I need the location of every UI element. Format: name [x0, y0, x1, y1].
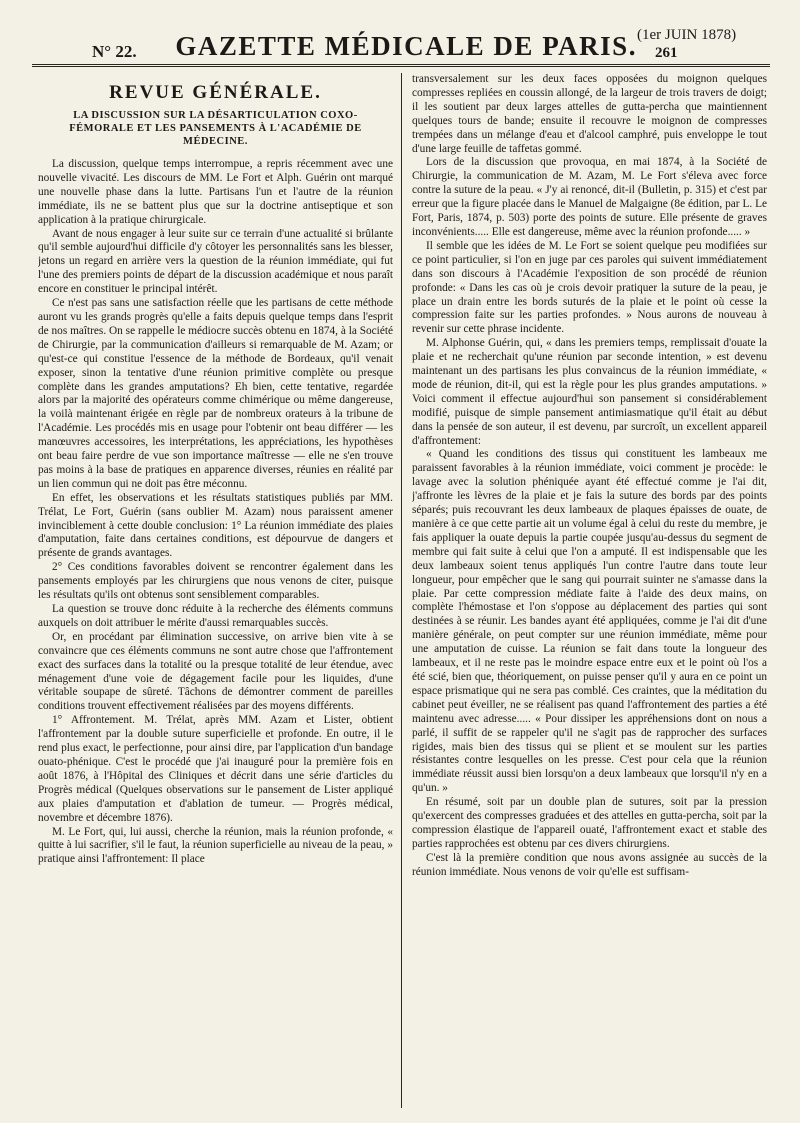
section-subtitle: LA DISCUSSION SUR LA DÉSARTICULATION COXO-FÉMORALE ET LES PANSEMENTS À L'ACADÉMIE DE MÉDECINE.: [69, 110, 362, 147]
paragraph: M. Alphonse Guérin, qui, « dans les premiers temps, remplissait d'ouate la plaie et ne recherchait qu'une réunion par seconde intention, » est devenu maintenant un des partisans les plus convaincus de la réunion immédiate, « mode de réunion, dit-il, qui est la règle pour les plus grandes amputations. » Voici comment il effectue aujourd'hui son pansement si considérablement modifié, puisque de simple pansement antimiasmatique qu'il était au début dans la pensée de son auteur, il est devenu, par surcroît, un excellent appareil d'affrontement:: [412, 337, 767, 447]
right-column: [412, 73, 767, 1108]
column-divider: [401, 73, 402, 1108]
paragraph: transversalement sur les deux faces opposées du moignon quelques compresses repliées en coussin allongé, de la largeur de trois travers de doigt; il les soutient par deux larges attelles de gutta-percha que maintiennent quelques tours de bande; ensuite il recouvre le moignon de compresses trempées dans un mélange d'eau et d'alcool camphré, puis enveloppe le tout d'une large feuille de taffetas gommé.: [412, 73, 767, 155]
paragraph: Or, en procédant par élimination successive, on arrive bien vite à se convaincre que ces éléments communs ne sont autre chose que l'affrontement exact des surfaces dans la totalité ou la presque totalité de leur étendue, avec ménagement d'une voie de dégagement facile pour les liquides, d'une véritable soupape de sûreté. Tâchons de démontrer comment de pareilles conditions trouvent effectivement réalisées par des moyens différents.: [38, 630, 393, 713]
paragraph: M. Le Fort, qui, lui aussi, cherche la réunion, mais la réunion profonde, « quitte à lui sacrifier, s'il le faut, la réunion superficielle au niveau de la peau, » pratique ainsi l'affrontement: Il place: [38, 825, 393, 866]
issue-number: N° 22.: [92, 42, 137, 61]
page-header: [32, 22, 770, 67]
paragraph: « Quand les conditions des tissus qui constituent les lambeaux me paraissent favorables à la réunion immédiate, voici comment je procède: le lavage avec la solution phéniquée ayant été effectué comme je l'ai dit, j'affronte les lèvres de la plaie et je fais la suture des bords par des points séparés; puis recouvrant les deux lambeaux de plaques épaisses de ouate, de manière à ce que cette partie ait un volume égal à celui du reste du membre, je fais appliquer la ouate depuis la partie coupée jusqu'au-dessus du segment de membre qui fait suite à celui que l'on a amputé. Il est indispensable que les deux lambeaux soient tenus appliqués l'un contre l'autre dans toute leur longueur, pour empêcher que le sang qui pourrait suinter ne s'amasse dans la plaie. Par cette compression médiate faite à l'aide des deux mains, on complète l'hémostase et l'on s'oppose au déplacement des parties qui sont destinées à se réunir. Les bandes ayant été appliquées, comme je l'ai dit d'une manière générale, on peut compter sur une réunion immédiate, même pour une amputation de cuisse. La réunion se fait dans toute la longueur des lambeaux, et il ne reste pas le moindre espace entre eux et le point où l'os a été scié, bien que, théoriquement, on puisse penser qu'il y aura en ce point un espace prismatique qui ne sera pas comblé. Ces craintes, que la méditation du cabinet peut éveiller, ne se réalisent pas quand l'affrontement des parties a été maintenu avec adresse..... « Pour dissiper les appréhensions dont on nous a parlé, il suffit de se rappeler qu'il ne s'agit pas de rapprocher des surfaces rigides, mais bien des tissus qui se plient et se moulent sur les parties résistantes contre lesquelles on les presse. C'est pour cela que la réunion immédiate réussit aussi bien lorsqu'on a deux lambeaux que lorsqu'il n'y en a qu'un. »: [412, 448, 767, 795]
paragraph: C'est là la première condition que nous avons assignée au succès de la réunion immédiate. Nous venons de voir qu'elle est suffisam-: [412, 851, 767, 878]
paragraph: La question se trouve donc réduite à la recherche des éléments communs auxquels on doit attribuer le mérite d'aussi remarquables succès.: [38, 603, 393, 629]
paragraph: En effet, les observations et les résultats statistiques publiés par MM. Trélat, Le Fort, Guérin (sans oublier M. Azam) nous paraissent amener invinciblement à cette double conclusion: 1° La réunion immédiate des plaies d'amputation, faite dans certaines conditions, est dépourvue de dangers et présente de grands avantages.: [38, 491, 393, 560]
paragraph: Il semble que les idées de M. Le Fort se soient quelque peu modifiées sur ce point particulier, si l'on en juge par ces paroles qui suivent immédiatement dans son discours à l'Académie l'exposition de son procédé de réunion profonde: « Dans les cas où je crois devoir pratiquer la suture de la peau, je place un drain entre les bords suturés de la plaie et le point où cesse la compression faite sur les parties profondes. » Nous aurons de nouveau à revenir sur cette phrase incidente.: [412, 239, 767, 336]
paragraph: Avant de nous engager à leur suite sur ce terrain d'une actualité si brûlante qu'il semble aujourd'hui difficile d'y côtoyer les personnalités sans les blesser, jetons un regard en arrière vers la question de la réunion immédiate, qui fut l'une des premiers points de départ de la discussion académique et nous paraît encore en constituer le principal intérêt.: [38, 227, 393, 296]
section-title: REVUE GÉNÉRALE.: [109, 82, 322, 103]
left-column: [38, 73, 393, 1108]
paragraph: 2° Ces conditions favorables doivent se rencontrer également dans les pansements employés par les chirurgiens que nous venons de citer, puisque les résultats qu'ils ont obtenus sont sensiblement comparables.: [38, 561, 393, 602]
article-columns: [32, 73, 770, 1108]
page-number: 261: [654, 45, 678, 61]
paragraph: Ce n'est pas sans une satisfaction réelle que les partisans de cette méthode auront vu les grands progrès qu'elle a faits depuis quelque temps dans l'esprit de nos maîtres. On se rappelle le médiocre succès obtenu en 1874, à la Société de Chirurgie, par la communication d'ailleurs si remarquable de M. Azam; or qu'est-ce qui constitue l'essence de la méthode de Bordeaux, qu'il venait exposer, sinon la tentative d'une réunion primitive complète ou presque complète dans les grandes amputations? Eh bien, cette tentative, regardée alors par la majorité des opérateurs comme chimérique ou même dangereuse, la voilà maintenant érigée en règle par de nombreux orateurs à la tribune de l'Académie. Les procédés mis en usage pour l'obtenir ont beau différer — les manœuvres accessoires, les interprétations, les appréciations, les hypothèses ont beau faire perdre de vue son importance maîtresse — elle ne s'en trouve pas moins à la base de pratiques en apparence diverses, réunies en réalité par un lien commun qui ne doit pas être méconnu.: [38, 297, 393, 490]
issue-date: (1er JUIN 1878): [636, 27, 737, 43]
paragraph: En résumé, soit par un double plan de sutures, soit par la pression qu'exercent des compresses graduées et des attelles en gutta-percha, soit par la compression élastique de l'appareil ouaté, l'affrontement exact et stable des parties rapprochées est obtenu par ces divers chirurgiens.: [412, 796, 767, 850]
paragraph: Lors de la discussion que provoqua, en mai 1874, à la Société de Chirurgie, la communication de M. Azam, M. Le Fort s'éleva avec force contre la suture de la peau. « J'y ai renoncé, dit-il (Bulletin, p. 315) et c'est par erreur que la figure placée dans le Manuel de Malgaigne (8e édition, par L. Le Fort, Paris, 1874, p. 503) porte des points de suture. Elle présente de graves inconvénients..... Elle est dangereuse, même avec la réunion profonde..... »: [412, 156, 767, 238]
paragraph: La discussion, quelque temps interrompue, a repris récemment avec une nouvelle vivacité. Les discours de MM. Le Fort et Alph. Guérin ont marqué une nouvelle phase dans la lutte. Partisans l'un et l'autre de la réunion immédiate, ils ne se battent plus que sur la doctrine antiseptique et son application à la pratique chirurgicale.: [38, 158, 393, 226]
paragraph: 1° Affrontement. M. Trélat, après MM. Azam et Lister, obtient l'affrontement par la double suture superficielle et profonde. En outre, il le rend plus exact, le perfectionne, pour ainsi dire, par l'application d'un bandage ouato-phénique. C'est le procédé que j'ai inauguré pour la première fois en août 1876, à l'Hôpital des Cliniques et décrit dans une série d'articles du Progrès médical (Quelques observations sur le pansement de Lister appliqué aux plaies d'amputation et d'ablation de tumeur. — Progrès médical, novembre et décembre 1876).: [38, 714, 393, 824]
journal-title: GAZETTE MÉDICALE DE PARIS.: [175, 31, 637, 61]
